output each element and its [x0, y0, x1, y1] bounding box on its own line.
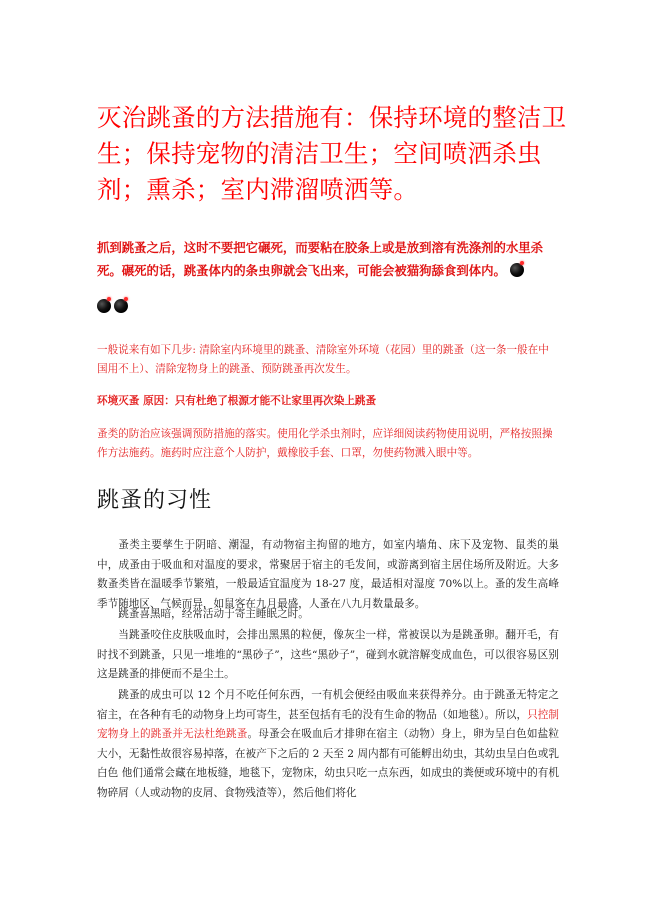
bomb-icon [97, 299, 111, 313]
habit-paragraph-4 [97, 686, 559, 803]
habit-paragraph-1: 蚤类主要孳生于阴暗、潮湿，有动物宿主拘留的地方，如室内墙角、床下及宠物、鼠类的巢中，成蚤由于吸血和对温度的要求，常聚居于宿主的毛发间，或游离到宿主居住场所及附近。大多数蚤类皆在温暖季节繁殖，一般最适宜温度为 18-27 度，最适相对湿度 70%以上。蚤的发生高峰季节随地区、气候而异，如鼠客在九月最盛，人蚤在八九月数量最多。 [97, 539, 559, 610]
headline: 灭治跳蚤的方法措施有：保持环境的整洁卫生；保持宠物的清洁卫生；空间喷洒杀虫剂；熏杀；室内滞溜喷洒等。 [97, 103, 567, 204]
steps-paragraph: 一般说来有如下几步: 清除室内环境里的跳蚤、清除室外环境（花园）里的跳蚤（这一条一般在中国用不上）、清除宠物身上的跳蚤、预防跳蚤再次发生。 [97, 344, 549, 375]
habit-paragraph-4-part-b: 。母蚤会在吸血后才排卵在宿主（动物）身上，卵为呈白色如盐粒大小，无黏性故很容易掉落，在被产下之后的 2 天至 2 周内都有可能孵出幼虫，其幼虫呈白色或乳白色 他们通常会藏在地板缝，地毯下，宠物床，幼虫只吃一点东西，如成虫的粪便或环境中的有机物碎屑（人或动物的皮屑、食物残渣等），然后他们将化 [97, 728, 559, 799]
prevention-paragraph: 蚤类的防治应该强调预防措施的落实。使用化学杀虫剂时，应详细阅读药物使用说明，严格按照操作方法施药。施药时应注意个人防护，戴橡胶手套、口罩，勿使药物溅入眼中等。 [97, 428, 553, 459]
bold-note [97, 236, 557, 282]
section-title: 跳蚤的习性 [97, 488, 213, 513]
environment-heading: 环境灭蚤 原因：只有杜绝了根源才能不让家里再次染上跳蚤 [97, 395, 377, 407]
habit-paragraph-3: 当跳蚤咬住皮肤吸血时，会排出黑黑的粒便，像灰尘一样，常被误以为是跳蚤卵。翻开毛，有时找不到跳蚤，只见一堆堆的“黑砂子”，这些“黑砂子”，碰到水就溶解变成血色，可以很容易区别这是跳蚤的排便而不是尘土。 [97, 629, 559, 680]
habit-paragraph-4-highlight: 只控制宠物身上的跳蚤并无法杜绝跳蚤 [97, 708, 560, 740]
habit-paragraph-4-part-a: 跳蚤的成虫可以 12 个月不吃任何东西，一有机会便经由吸血来获得养分。由于跳蚤无特定之宿主，在各种有毛的动物身上均可寄生，甚至包括有毛的没有生命的物品（如地毯）。所以， [97, 689, 559, 721]
habit-paragraph-2: 跳蚤喜黑暗，经常活动于寄主睡眠之时。 [118, 608, 309, 620]
bomb-icon [510, 263, 524, 277]
bomb-icon-row [97, 296, 131, 312]
bold-note-text: 抓到跳蚤之后，这时不要把它碾死，而要粘在胶条上或是放到溶有洗涤剂的水里杀死。碾死的话，跳蚤体内的条虫卵就会飞出来，可能会被猫狗舔食到体内。 [97, 240, 544, 278]
bomb-icon [114, 299, 128, 313]
